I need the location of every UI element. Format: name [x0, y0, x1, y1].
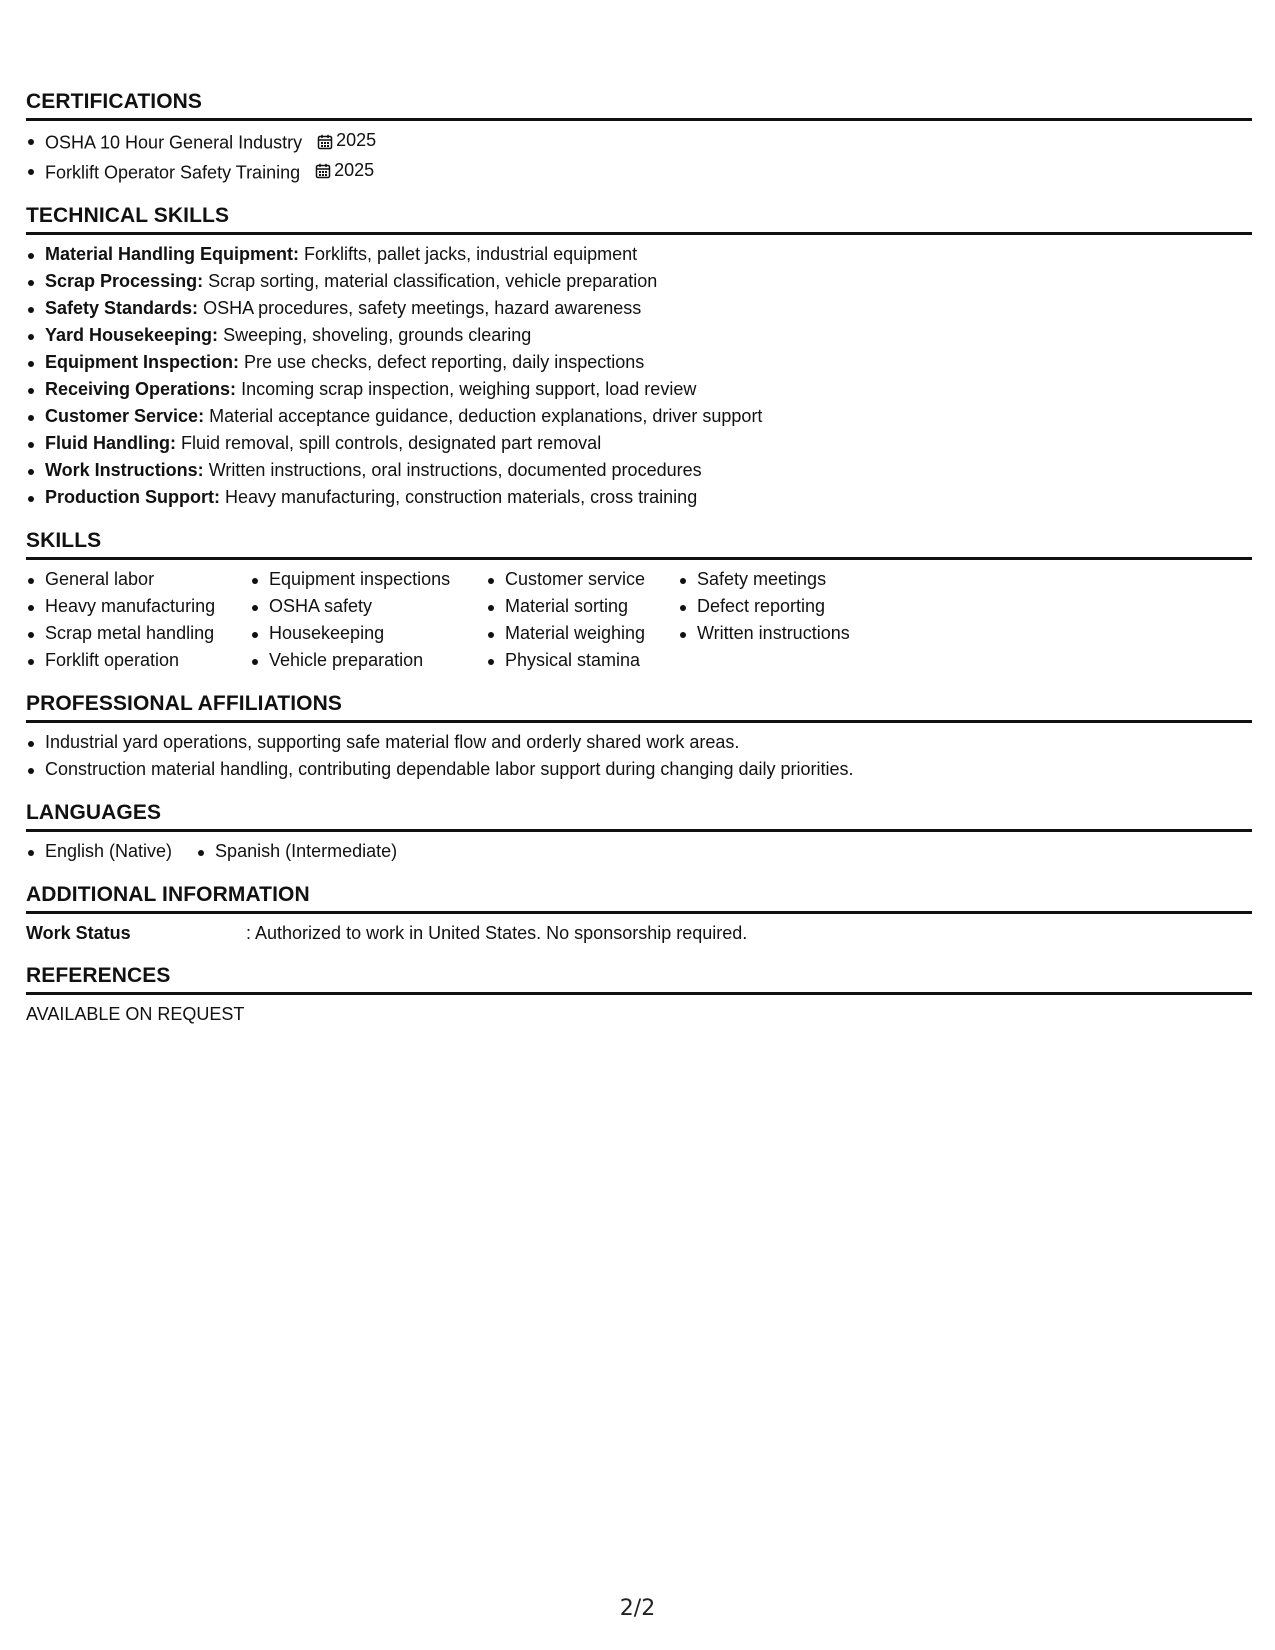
skill-item: Customer service [486, 566, 654, 593]
section-gap [26, 511, 1252, 529]
work-status-value: : Authorized to work in United States. No sponsorship required. [246, 923, 748, 943]
certification-name: OSHA 10 Hour General Industry [45, 132, 303, 153]
technical-skill-term: Material Handling Equipment: [45, 244, 300, 264]
certification-name: Forklift Operator Safety Training [45, 162, 301, 182]
technical-skill-term: Customer Service: [45, 406, 205, 426]
technical-skill-desc: Heavy manufacturing, construction materials, cross training [225, 487, 698, 507]
technical-skill-desc: Scrap sorting, material classification, vehicle preparation [208, 271, 658, 291]
skill-item: Written instructions [678, 620, 878, 647]
skill-item: Safety meetings [678, 566, 878, 593]
resume-page [26, 90, 1252, 1027]
calendar-icon [317, 134, 333, 150]
calendar-icon [315, 163, 331, 179]
technical-skill-item [26, 430, 1252, 457]
skill-item: Material weighing [486, 620, 654, 647]
skill-item: General labor [26, 566, 226, 593]
section-divider [26, 992, 1252, 995]
technical-skill-item [26, 241, 1252, 268]
section-gap [26, 186, 1252, 204]
section-title-additional-info: ADDITIONAL INFORMATION [26, 883, 310, 906]
skill-item: OSHA safety [250, 593, 462, 620]
technical-skill-term: Production Support: [45, 487, 220, 507]
skills-section [26, 529, 1252, 674]
technical-skill-term: Yard Housekeeping: [45, 325, 219, 345]
technical-skill-item [26, 376, 1252, 403]
technical-skills-section [26, 204, 1252, 511]
section-gap [26, 783, 1252, 801]
section-divider [26, 911, 1252, 914]
affiliation-item: Industrial yard operations, supporting safe material flow and orderly shared work areas. [26, 729, 1252, 756]
section-gap [26, 674, 1252, 692]
certification-year: 2025 [336, 130, 377, 150]
skill-item: Defect reporting [678, 593, 878, 620]
skill-item: Material sorting [486, 593, 654, 620]
technical-skill-term: Equipment Inspection: [45, 352, 240, 372]
skill-item: Housekeeping [250, 620, 462, 647]
page-number: 2/2 [619, 1596, 656, 1621]
skill-item: Forklift operation [26, 647, 226, 674]
section-divider [26, 557, 1252, 560]
certification-date [315, 157, 374, 184]
section-gap [26, 946, 1252, 964]
technical-skill-desc: Written instructions, oral instructions, documented procedures [208, 460, 702, 480]
technical-skill-term: Fluid Handling: [45, 433, 176, 453]
certification-item [26, 127, 1252, 157]
technical-skill-item [26, 268, 1252, 295]
section-title-affiliations: PROFESSIONAL AFFILIATIONS [26, 692, 342, 715]
section-divider [26, 720, 1252, 723]
certifications-list [26, 127, 1252, 186]
technical-skill-item [26, 484, 1252, 511]
technical-skill-term: Scrap Processing: [45, 271, 204, 291]
certifications-section [26, 90, 1252, 186]
technical-skill-item [26, 403, 1252, 430]
section-title-certifications: CERTIFICATIONS [26, 90, 203, 113]
technical-skill-term: Receiving Operations: [45, 379, 237, 399]
technical-skill-desc: OSHA procedures, safety meetings, hazard awareness [203, 298, 642, 318]
additional-info-section [26, 883, 1252, 946]
section-title-skills: SKILLS [26, 529, 102, 552]
section-divider [26, 118, 1252, 121]
technical-skill-term: Safety Standards: [45, 298, 199, 318]
language-item: Spanish (Intermediate) [196, 838, 397, 865]
affiliation-item: Construction material handling, contributing dependable labor support during changing daily priorities. [26, 756, 1252, 783]
language-item: English (Native) [26, 838, 172, 865]
technical-skill-term: Work Instructions: [45, 460, 204, 480]
work-status-label: Work Status [26, 923, 131, 943]
languages-list [26, 838, 1252, 865]
section-title-references: REFERENCES [26, 964, 171, 987]
certification-date [317, 127, 376, 154]
technical-skill-desc: Fluid removal, spill controls, designated part removal [181, 433, 602, 453]
skill-item: Scrap metal handling [26, 620, 226, 647]
skills-column [250, 566, 462, 674]
affiliations-list [26, 729, 1252, 783]
technical-skill-desc: Incoming scrap inspection, weighing support, load review [241, 379, 697, 399]
work-status-row [26, 920, 1252, 946]
technical-skill-desc: Sweeping, shoveling, grounds clearing [223, 325, 532, 345]
technical-skill-desc: Forklifts, pallet jacks, industrial equipment [304, 244, 638, 264]
section-title-languages: LANGUAGES [26, 801, 162, 824]
technical-skill-item [26, 322, 1252, 349]
technical-skill-desc: Pre use checks, defect reporting, daily inspections [244, 352, 645, 372]
section-divider [26, 232, 1252, 235]
skills-column [678, 566, 878, 674]
skill-item: Vehicle preparation [250, 647, 462, 674]
technical-skill-item [26, 457, 1252, 484]
references-section [26, 964, 1252, 1027]
certification-year: 2025 [334, 159, 375, 180]
skills-column [26, 566, 226, 674]
skill-item: Equipment inspections [250, 566, 462, 593]
technical-skill-item [26, 349, 1252, 376]
section-title-technical-skills: TECHNICAL SKILLS [26, 204, 230, 227]
technical-skills-list [26, 241, 1252, 511]
certification-item [26, 157, 1252, 187]
skill-item: Physical stamina [486, 647, 654, 674]
section-divider [26, 829, 1252, 832]
affiliations-section [26, 692, 1252, 783]
skills-grid [26, 566, 1252, 674]
skill-item: Heavy manufacturing [26, 593, 226, 620]
languages-section [26, 801, 1252, 865]
technical-skill-desc: Material acceptance guidance, deduction explanations, driver support [209, 406, 763, 426]
references-text: AVAILABLE ON REQUEST [26, 1004, 245, 1024]
technical-skill-item [26, 295, 1252, 322]
skills-column [486, 566, 654, 674]
section-gap [26, 865, 1252, 883]
